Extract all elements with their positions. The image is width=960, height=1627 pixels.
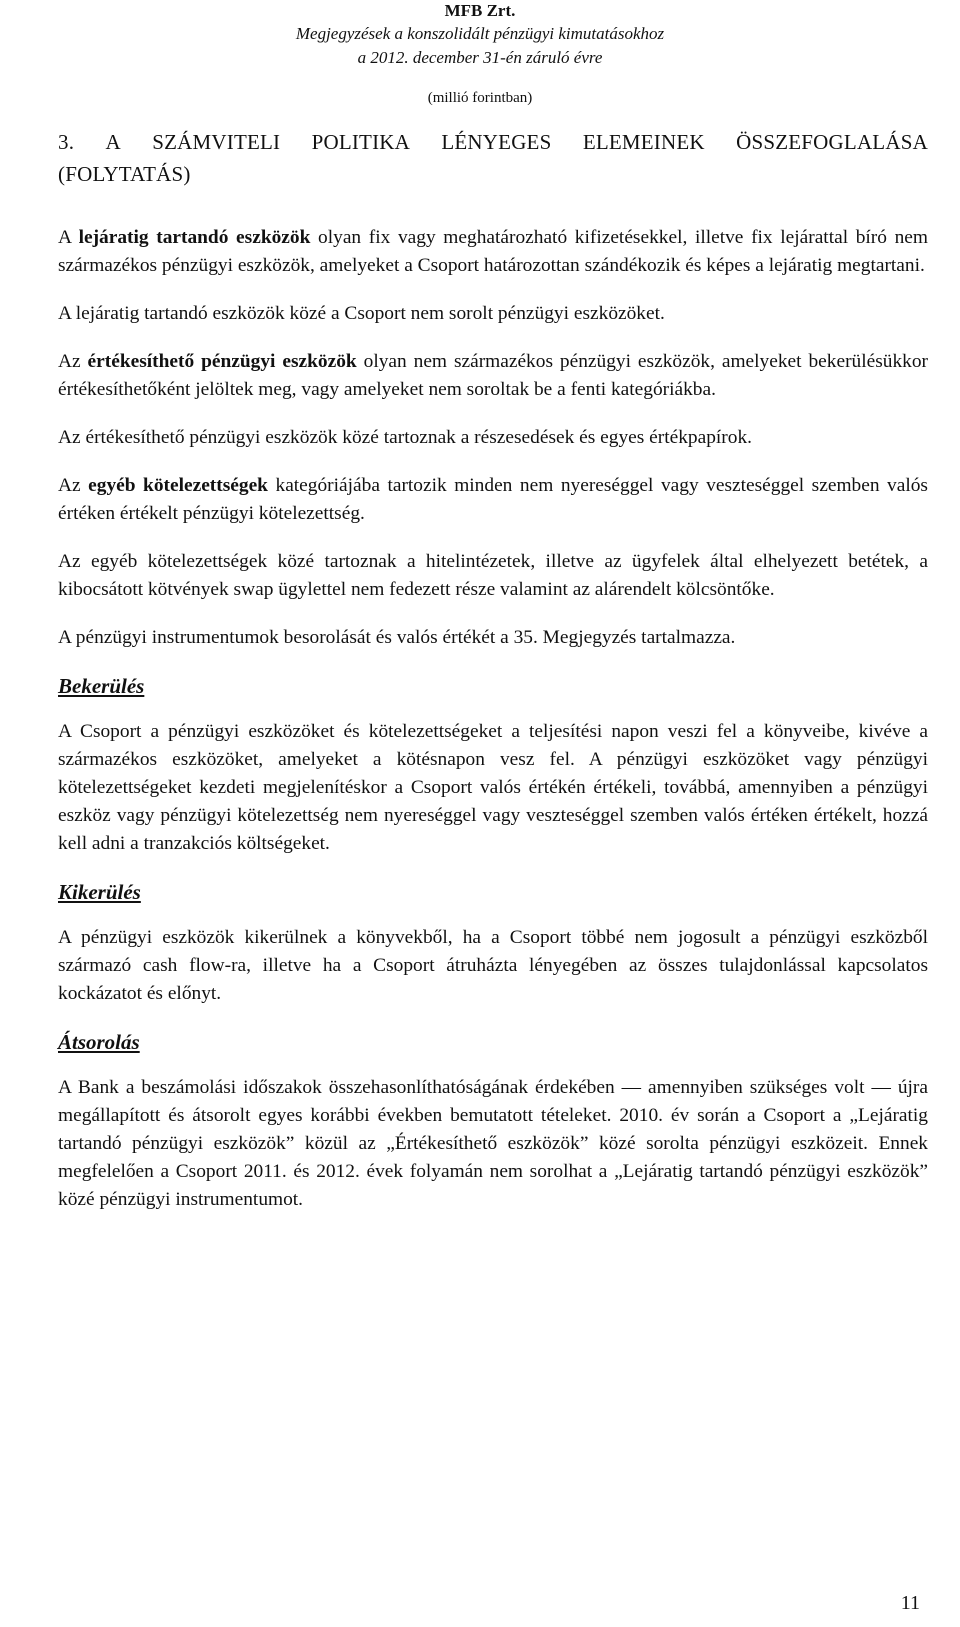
page-content: [58, 224, 928, 1234]
paragraph-other-liabilities: Az egyéb kötelezettségek kategóriájába tartozik minden nem nyereséggel vagy veszteséggel szemben valós értéken értékelt pénzügyi kötelezettség.: [58, 475, 928, 524]
paragraph-derecognition: A pénzügyi eszközök kikerülnek a könyvekből, ha a Csoport többé nem jogosult a pénzügyi eszközből származó cash flow-ra, illetve ha a Csoport átruházta lényegében az összes tulajdonlással kapcsolatos kockázatot és előnyt.: [58, 927, 928, 1004]
section-title-line-1: [58, 126, 928, 158]
section-number: 3.: [58, 130, 75, 154]
heading-recognition: Bekerülés: [58, 674, 145, 698]
heading-reclassification: Átsorolás: [58, 1030, 140, 1054]
heading-derecognition: Kikerülés: [58, 880, 141, 904]
title-word: A: [105, 130, 121, 154]
title-word: ÖSSZEFOGLALÁSA: [736, 130, 928, 154]
term-held-to-maturity: lejáratig tartandó eszközök: [78, 227, 311, 248]
paragraph-reclassification: A Bank a beszámolási időszakok összehasonlíthatóságának érdekében ― amennyiben szükséges volt ― újra megállapított és átsorolt egyes korábbi években bemutatott tételeket. 2010. év során a Csoport a „Lejáratig tartandó pénzügyi eszközök” közül az „Értékesíthető eszközök” közé sorolta pénzügyi eszközeit. Ennek megfelelően a Csoport 2011. és 2012. évek folyamán nem sorolhat a „Lejáratig tartandó pénzügyi eszközök” közé pénzügyi instrumentumot.: [58, 1077, 928, 1210]
title-word: SZÁMVITELI: [152, 130, 281, 154]
term-available-for-sale: értékesíthető pénzügyi eszközök: [87, 351, 357, 372]
title-word: ELEMEINEK: [582, 130, 705, 154]
paragraph-recognition: A Csoport a pénzügyi eszközöket és kötelezettségeket a teljesítési napon veszi fel a könyveibe, kivéve a származékos eszközöket, amelyeket a kötésnapon vesz fel. A pénzügyi eszközöket vagy pénzügyi kötelezettségeket kezdeti megjelenítéskor a Csoport valós értékén értékeli, továbbá, amennyiben a pénzügyi eszköz vagy pénzügyi kötelezettség nem nyereséggel vagy veszteséggel szemben valós értéken értékelt, hozzá kell adni a tranzakciós költségeket.: [58, 721, 928, 854]
page-number: 11: [900, 1592, 920, 1614]
paragraph-held-to-maturity: A lejáratig tartandó eszközök olyan fix vagy meghatározható kifizetésekkel, illetve fix lejárattal bíró nem származékos pénzügyi eszközök, amelyeket a Csoport határozottan szándékozik és képes a lejáratig megtartani.: [58, 227, 928, 276]
currency-unit-note: (millió forintban): [427, 90, 533, 106]
section-title-line-2: (FOLYTATÁS): [58, 162, 191, 186]
paragraph-classification-reference: A pénzügyi instrumentumok besorolását és valós értékét a 35. Megjegyzés tartalmazza.: [58, 627, 736, 648]
paragraph-available-for-sale: Az értékesíthető pénzügyi eszközök olyan nem származékos pénzügyi eszközök, amelyeket bekerülésükkor értékesíthetőként jelöltek meg, vagy amelyeket nem soroltak be a fenti kategóriákba.: [58, 351, 928, 400]
paragraph-afs-contents: Az értékesíthető pénzügyi eszközök közé tartoznak a részesedések és egyes értékpapírok.: [58, 427, 752, 448]
header-subtitle-2: a 2012. december 31-én záruló évre: [357, 48, 603, 67]
page-header: [0, 0, 960, 70]
company-name: MFB Zrt.: [444, 1, 516, 20]
title-word: LÉNYEGES: [441, 130, 552, 154]
header-subtitle-1: Megjegyzések a konszolidált pénzügyi kimutatásokhoz: [295, 24, 665, 43]
section-title: [58, 126, 928, 190]
paragraph-other-liabilities-contents: Az egyéb kötelezettségek közé tartoznak a hitelintézetek, illetve az ügyfelek által elhelyezett betétek, a kibocsátott kötvények swap ügylettel nem fedezett része valamint az alárendelt kölcsöntőke.: [58, 551, 928, 600]
term-other-liabilities: egyéb kötelezettségek: [88, 475, 268, 496]
title-word: POLITIKA: [311, 130, 411, 154]
paragraph-no-htm: A lejáratig tartandó eszközök közé a Csoport nem sorolt pénzügyi eszközöket.: [58, 303, 665, 324]
